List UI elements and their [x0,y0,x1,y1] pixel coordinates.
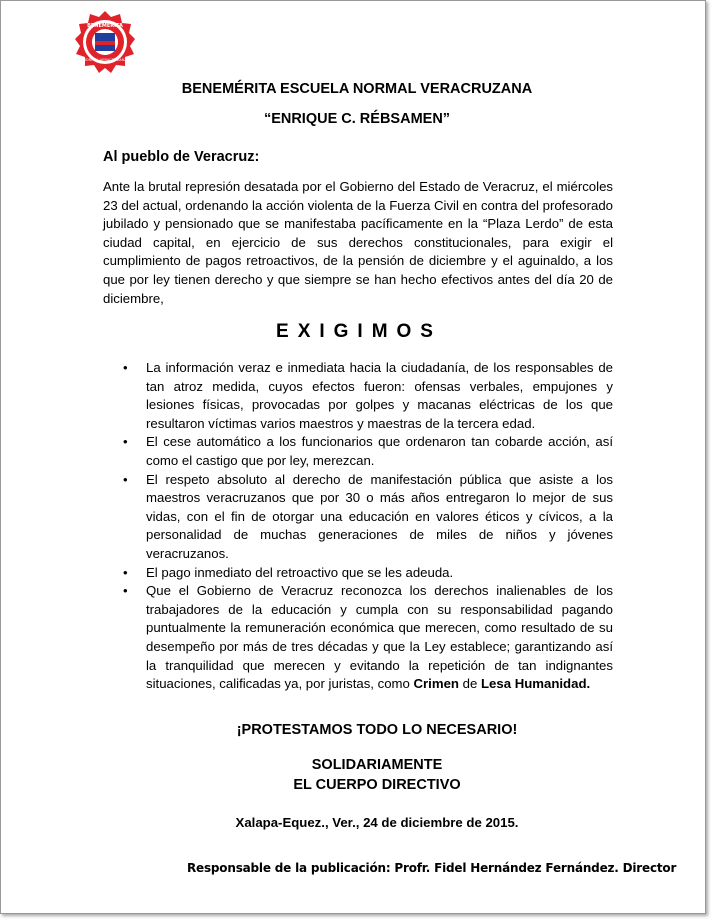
list-item [123,359,613,433]
demand-text: Que el Gobierno de Veracruz reconozca los derechos inalienables de los trabajadores de la educación y cumpla con su responsabilidad pagando puntualmente la remuneración económica que merecen, como resultado de su desempeño por más de tres décadas y que la Ley establece; garantizando así la tranquilidad que merecen y evitando la repetición de tan indignantes situaciones, calificadas ya, por juristas, como [146,583,613,692]
list-item [123,433,613,470]
bullet-icon: • [123,471,128,487]
lesa-humanidad-emphasis: Lesa Humanidad. [480,676,591,692]
seal-top-text: BENEMÉRITA [87,23,123,29]
bullet-icon: • [123,434,128,450]
seal-bottom-text: NORMAL VERACRUZANA [83,58,127,62]
demands-list [123,359,613,694]
demand-connector: de [458,676,481,692]
list-item [123,471,613,564]
bullet-icon: • [123,564,128,580]
demand-text: El cese automático a los funcionarios que ordenaron tan cobarde acción, así como el castigo que por ley, merezcan. [146,434,613,468]
bullet-icon: • [123,583,128,599]
school-name-title: BENEMÉRITA ESCUELA NORMAL VERACRUZANA [181,81,533,97]
bullet-icon: • [123,360,128,375]
school-seal-logo [75,11,135,75]
demand-text: La información veraz e inmediata hacia la ciudadanía, de los responsables de tan atroz medida, cuyos efectos fueron: ofensas verbales, empujones y lesiones físicas, provocadas por golpes y macanas eléctricas de los que resultaron víctimas varios maestros y maestras de la tercera edad. [146,360,613,431]
place-date-line: Xalapa-Equez., Ver., 24 de diciembre de 2015. [235,815,519,830]
school-subtitle: “ENRIQUE C. RÉBSAMEN” [263,111,451,127]
crimen-emphasis: Crimen [413,676,459,692]
protest-slogan: ¡PROTESTAMOS TODO LO NECESARIO! [236,722,518,738]
closing-signatory: EL CUERPO DIRECTIVO [293,777,461,793]
demand-text: El respeto absoluto al derecho de manifestación pública que asiste a los maestros veracruzanos que por 30 o más años entregaron lo mejor de sus vidas, con el fin de otorgar una educación en valores éticos y cívicos, a la personalidad de muchas generaciones de miles de niños y jóvenes veracruzanos. [146,471,613,561]
publication-responsible: Responsable de la publicación: Profr. Fidel Hernández Fernández. Director [187,861,677,875]
intro-paragraph: Ante la brutal represión desatada por el Gobierno del Estado de Veracruz, el miércoles 23 del actual, ordenando la acción violenta de la Fuerza Civil en contra del profesorado jubilado y pensionado que se manifestaba pacíficamente en la “Plaza Lerdo” de esta ciudad capital, en ejercicio de sus derechos constitucionales, para exigir el cumplimiento de pagos retroactivos, de la pensión de diciembre y el aguinaldo, a los que por ley tienen derecho y que siempre se han hecho efectivos antes del día 20 de diciembre, [103,179,613,306]
list-item [123,582,613,694]
salutation: Al pueblo de Veracruz: [103,149,260,165]
demands-heading: EXIGIMOS [276,321,442,342]
closing-solidarity: SOLIDARIAMENTE [311,757,443,773]
list-item [123,564,613,583]
demand-text: El pago inmediato del retroactivo que se les adeuda. [146,564,454,580]
